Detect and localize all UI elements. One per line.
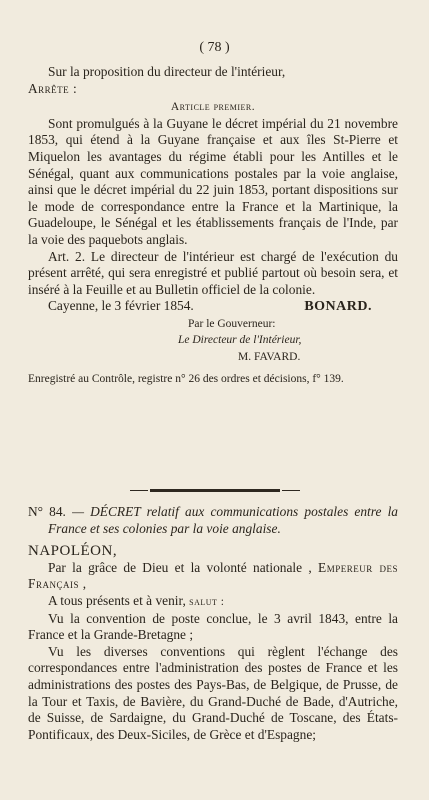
article-1-text: Sont promulgués à la Guyane le décret impérial du 21 novembre 1853, qui étend à la Guyane française et aux îles St-Pierre et Miquelon les avantages du régime établi pour les Antilles et le Sénégal, quant aux communications postales par la voie anglaise, ainsi que le décret impérial du 22 juin 1853, portant dispositions sur le mode de correspondance entre la France et la Martinique, la Guadeloupe, le Sénégal et les établissements français de l'Inde, par la voie des paquebots anglais.	[28, 115, 398, 247]
directeur-interieur: Le Directeur de l'Intérieur,	[178, 334, 302, 347]
article-premier-heading: Article premier.	[170, 101, 256, 114]
vu-convention-1843: Vu la convention de poste conclue, le 3 avril 1843, entre la France et la Grande-Bretagne ;	[28, 610, 398, 643]
signature-bonard: BONARD.	[304, 298, 372, 314]
arrete-section	[28, 64, 398, 388]
decret-title: — DÉCRET relatif aux communications postales entre la France et ses colonies par la voie anglaise.	[48, 504, 398, 536]
arrete-heading: Arrête :	[28, 80, 78, 96]
page-number: ( 78 )	[199, 40, 230, 55]
a-tous-line	[28, 593, 398, 611]
intro-line: Sur la proposition du directeur de l'intérieur,	[48, 64, 286, 79]
signature-favard: M. FAVARD.	[238, 350, 301, 363]
napoleon-heading: NAPOLÉON,	[28, 543, 118, 560]
article-2-text: Art. 2. Le directeur de l'intérieur est chargé de l'exécution du présent arrêté, qui sera enregistré et publié partout où besoin sera, et inséré à la Feuille et au Bulletin officiel de la colonie.	[28, 248, 398, 297]
date-line: Cayenne, le 3 février 1854.	[48, 298, 194, 314]
a-tous-text: A tous présents et à venir,	[48, 592, 190, 608]
decret-section	[28, 504, 398, 743]
par-le-gouverneur: Par le Gouverneur:	[188, 317, 276, 330]
par-la-grace-line	[28, 560, 398, 593]
enregistre-line: Enregistré au Contrôle, registre n° 26 des ordres et décisions, f° 139.	[28, 373, 344, 386]
salut-text: salut :	[189, 595, 225, 608]
par-la-grace-text: Par la grâce de Dieu et la volonté nationale ,	[48, 559, 319, 575]
empereur-text: Empereur des Français ,	[28, 559, 398, 592]
decret-number: N° 84.	[28, 504, 66, 519]
section-divider	[150, 489, 280, 492]
decret-heading	[28, 504, 398, 537]
vu-conventions-diverses: Vu les diverses conventions qui règlent l'échange des correspondances entre l'administration des postes de France et les administrations des postes des Pays-Bas, de Belgique, de Prusse, de la Tour et Taxis, de Bavière, du Grand-Duché de Bade, d'Autriche, de Suisse, de Sardaigne, du Grand-Duché de Toscane, des États-Pontificaux, des Deux-Siciles, de Grèce et d'Espagne;	[28, 643, 398, 742]
